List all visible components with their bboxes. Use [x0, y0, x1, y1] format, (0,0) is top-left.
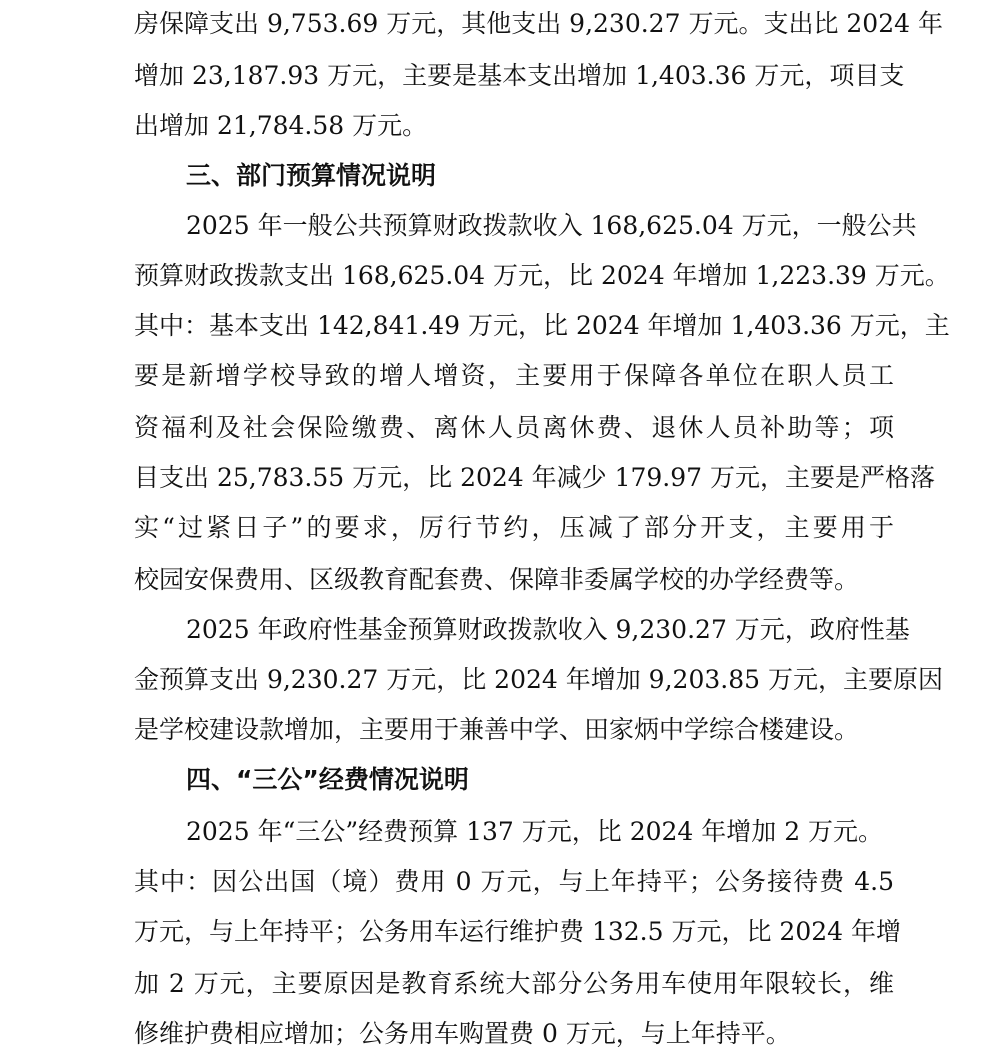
body-text-line: 校园安保费用、区级教育配套费、保障非委属学校的办学经费等。	[134, 565, 860, 594]
body-text-line: 是学校建设款增加，主要用于兼善中学、田家炳中学综合楼建设。	[134, 715, 860, 744]
section-heading: 四、“三公”经费情况说明	[186, 765, 469, 794]
body-text-line: 实“过紧日子”的要求，厉行节约，压减了部分开支，主要用于	[134, 513, 894, 542]
body-text-line: 增加 23,187.93 万元，主要是基本支出增加 1,403.36 万元，项目支	[134, 61, 905, 90]
body-text-line: 其中：因公出国（境）费用 0 万元，与上年持平；公务接待费 4.5	[134, 867, 894, 896]
section-heading: 三、部门预算情况说明	[186, 161, 437, 190]
body-text-line: 资福利及社会保险缴费、离休人员离休费、退休人员补助等；项	[134, 413, 894, 442]
body-text-line: 其中：基本支出 142,841.49 万元，比 2024 年增加 1,403.36 万元，主	[134, 311, 950, 340]
body-text-line: 房保障支出 9,753.69 万元，其他支出 9,230.27 万元。支出比 2024 年	[134, 9, 943, 38]
body-text-line: 2025 年政府性基金预算财政拨款收入 9,230.27 万元，政府性基	[186, 615, 910, 644]
body-text-line: 2025 年一般公共预算财政拨款收入 168,625.04 万元，一般公共	[186, 211, 917, 240]
body-text-line: 要是新增学校导致的增人增资，主要用于保障各单位在职人员工	[134, 361, 894, 390]
body-text-line: 2025 年“三公”经费预算 137 万元，比 2024 年增加 2 万元。	[186, 817, 884, 846]
body-text-line: 金预算支出 9,230.27 万元，比 2024 年增加 9,203.85 万元，主要原因	[134, 665, 943, 694]
body-text-line: 目支出 25,783.55 万元，比 2024 年减少 179.97 万元，主要是严格落	[134, 463, 936, 492]
body-text-line: 预算财政拨款支出 168,625.04 万元，比 2024 年增加 1,223.39 万元。	[134, 261, 950, 290]
body-text-line: 出增加 21,784.58 万元。	[134, 111, 428, 140]
body-text-line: 万元，与上年持平；公务用车运行维护费 132.5 万元，比 2024 年增	[134, 917, 901, 946]
body-text-line: 加 2 万元，主要原因是教育系统大部分公务用车使用年限较长，维	[134, 969, 894, 998]
body-text-line: 修维护费相应增加；公务用车购置费 0 万元，与上年持平。	[134, 1019, 791, 1048]
